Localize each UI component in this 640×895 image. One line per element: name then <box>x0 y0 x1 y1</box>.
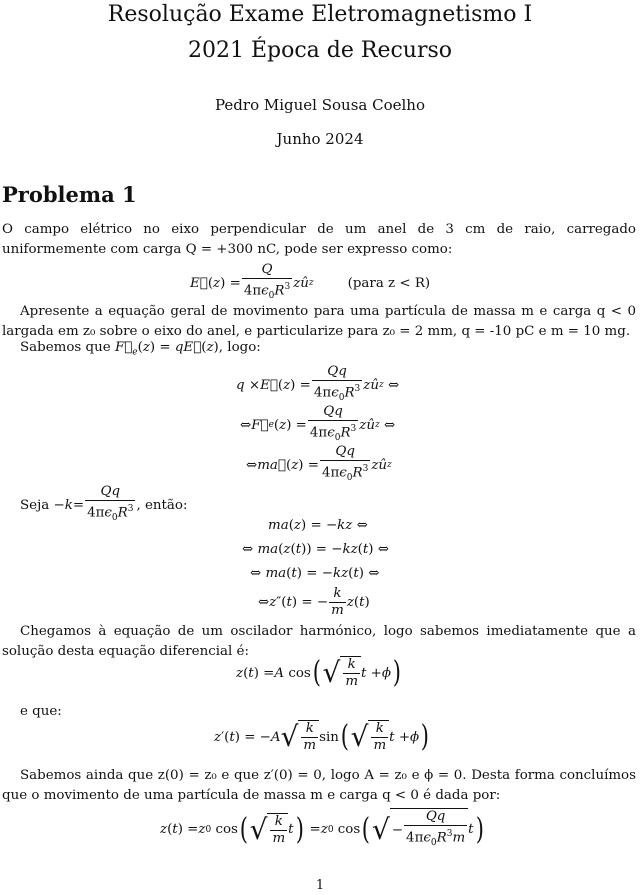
section-title: Problema 1 <box>2 182 137 207</box>
title-line-2: 2021 Época de Recurso <box>187 38 453 63</box>
equation-motion-2: ⇔ ma(z(t)) = −kz(t) ⇔ <box>242 542 389 557</box>
equation-field: E⃗ ( z ) = $\frac{Q}{4\pi\epsilon_0R^3}$ z û z (para z < R) <box>190 262 430 304</box>
author: Pedro Miguel Sousa Coelho <box>215 96 425 114</box>
conclusion-paragraph: Sabemos ainda que z(0) = z₀ e que z′(0) = 0, logo A = z₀ e ϕ = 0. Desta forma concluímos que o movimento de uma partícula de massa m e carga q < 0 é dada por: <box>2 768 636 803</box>
equation-motion-3: ⇔ ma(t) = −kz(t) ⇔ <box>250 566 380 581</box>
know-line: Sabemos que $F⃗_e(z)$ = qE⃗(z), logo: <box>20 340 261 358</box>
equation-force-3: ⇔ ma⃗ ( z ) = $\frac{Qq}{4\pi\epsilon_0R^3}$ zû z <box>246 444 392 486</box>
page-number: 1 <box>315 878 325 893</box>
equation-condition: (para z < R) <box>347 275 431 291</box>
equation-force-2: ⇔ F⃗ e ( z ) = $\frac{Qq}{4\pi\epsilon_0R^3}$ zû z ⇔ <box>240 404 395 446</box>
date: Junho 2024 <box>276 130 364 148</box>
seja-line: Seja − k = $\frac{Qq}{4\pi\epsilon_0R^3}$ , então: <box>20 484 187 526</box>
intro-paragraph: O campo elétrico no eixo perpendicular de um anel de 3 cm de raio, carregado uniformemente com carga Q = +300 nC, pode ser expresso como: <box>2 222 636 257</box>
eque-line: e que: <box>20 704 62 719</box>
oscillator-paragraph: Chegamos à equação de um oscilador harmónico, logo sabemos imediatamente que a solução desta equação diferencial é: <box>2 624 636 659</box>
title-line-1: Resolução Exame Eletromagnetismo I <box>107 2 533 27</box>
equation-solution: z ( t ) = A cos ( √ $\frac{k}{m}$ t + ϕ ) <box>236 655 402 690</box>
equation-force-1: q × E⃗ ( z ) = $\frac{Qq}{4\pi\epsilon_0R^3}$ zû z ⇔ <box>236 364 399 406</box>
equation-final: z ( t ) = z 0 cos ( √ $\frac{k}{m}$ t ) = z 0 cos ( √ − $\frac{Qq}{4\pi\epsilon_0R^3m}$ t ) <box>160 808 485 851</box>
equation-motion-4: ⇔ z ″( t ) = − $\frac{k}{m}$ z ( t ) <box>258 586 370 618</box>
equation-motion-1: ma(z) = −kz ⇔ <box>268 518 368 533</box>
equation-derivative: z ′( t ) = − A √ $\frac{k}{m}$ sin ( √ $\frac{k}{m}$ t + ϕ ) <box>214 719 430 754</box>
task-paragraph: Apresente a equação geral de movimento para uma partícula de massa m e carga q < 0 largada em z₀ sobre o eixo do anel, e particularize para z₀ = 2 mm, q = -10 pC e m = 10 mg. <box>2 304 636 339</box>
